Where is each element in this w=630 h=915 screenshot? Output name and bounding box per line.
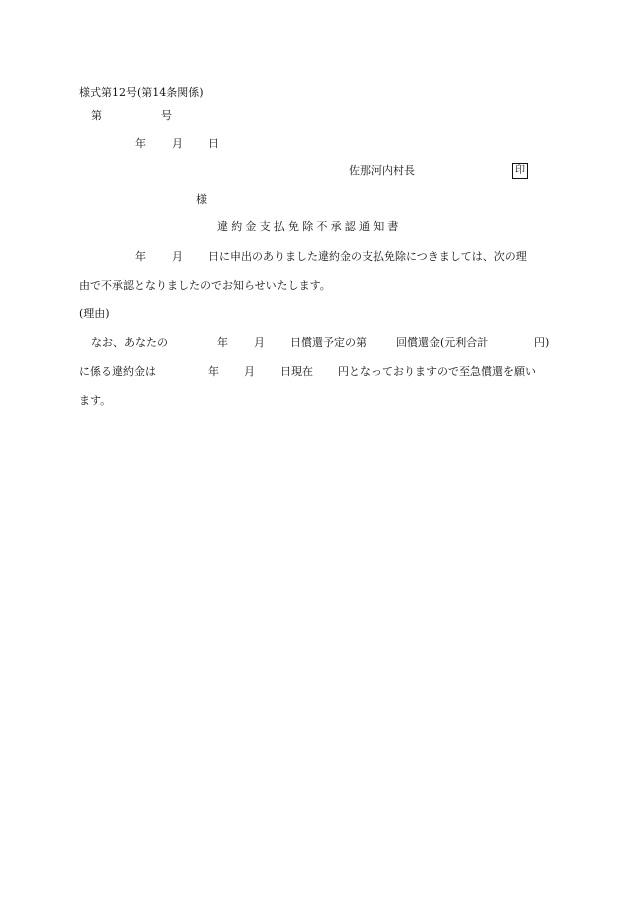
para2-line1-c: 回償還金(元利合計 [396, 336, 489, 349]
para2-line1-month: 月 [254, 336, 265, 349]
para2-line3: ます。 [79, 394, 112, 407]
para2-line2-a: に係る違約金は [79, 365, 156, 378]
date-month: 月 [172, 137, 183, 150]
para2-line1-yen: 円) [534, 336, 550, 349]
para2-line1-b: 日償還予定の第 [290, 336, 367, 349]
document-number-prefix: 第 [91, 109, 102, 122]
para1-month: 月 [172, 250, 183, 263]
para1-year: 年 [135, 250, 146, 263]
para2-line2-c: 円となっておりますので至急償還を願い [338, 365, 536, 378]
para2-line2-b: 日現在 [280, 365, 313, 378]
issuer-name: 佐那河内村長 [349, 164, 415, 177]
para1-line2: 由で不承認となりましたのでお知らせいたします。 [79, 279, 331, 292]
document-title: 違約金支払免除不承認通知書 [217, 220, 402, 233]
seal-stamp: 印 [512, 163, 528, 179]
date-day: 日 [208, 137, 219, 150]
para2-line2-month: 月 [244, 365, 255, 378]
para1-line1-text: 日に申出のありました違約金の支払免除につきましては、次の理 [208, 250, 527, 263]
para2-line1-year: 年 [217, 336, 228, 349]
document-number-suffix: 号 [161, 109, 172, 122]
para2-line2-year: 年 [208, 365, 219, 378]
para2-line1-a: なお、あなたの [91, 336, 168, 349]
addressee-suffix: 様 [196, 193, 207, 206]
date-year: 年 [135, 137, 146, 150]
form-reference: 様式第12号(第14条関係) [79, 86, 204, 99]
reason-label: (理由) [79, 307, 110, 320]
